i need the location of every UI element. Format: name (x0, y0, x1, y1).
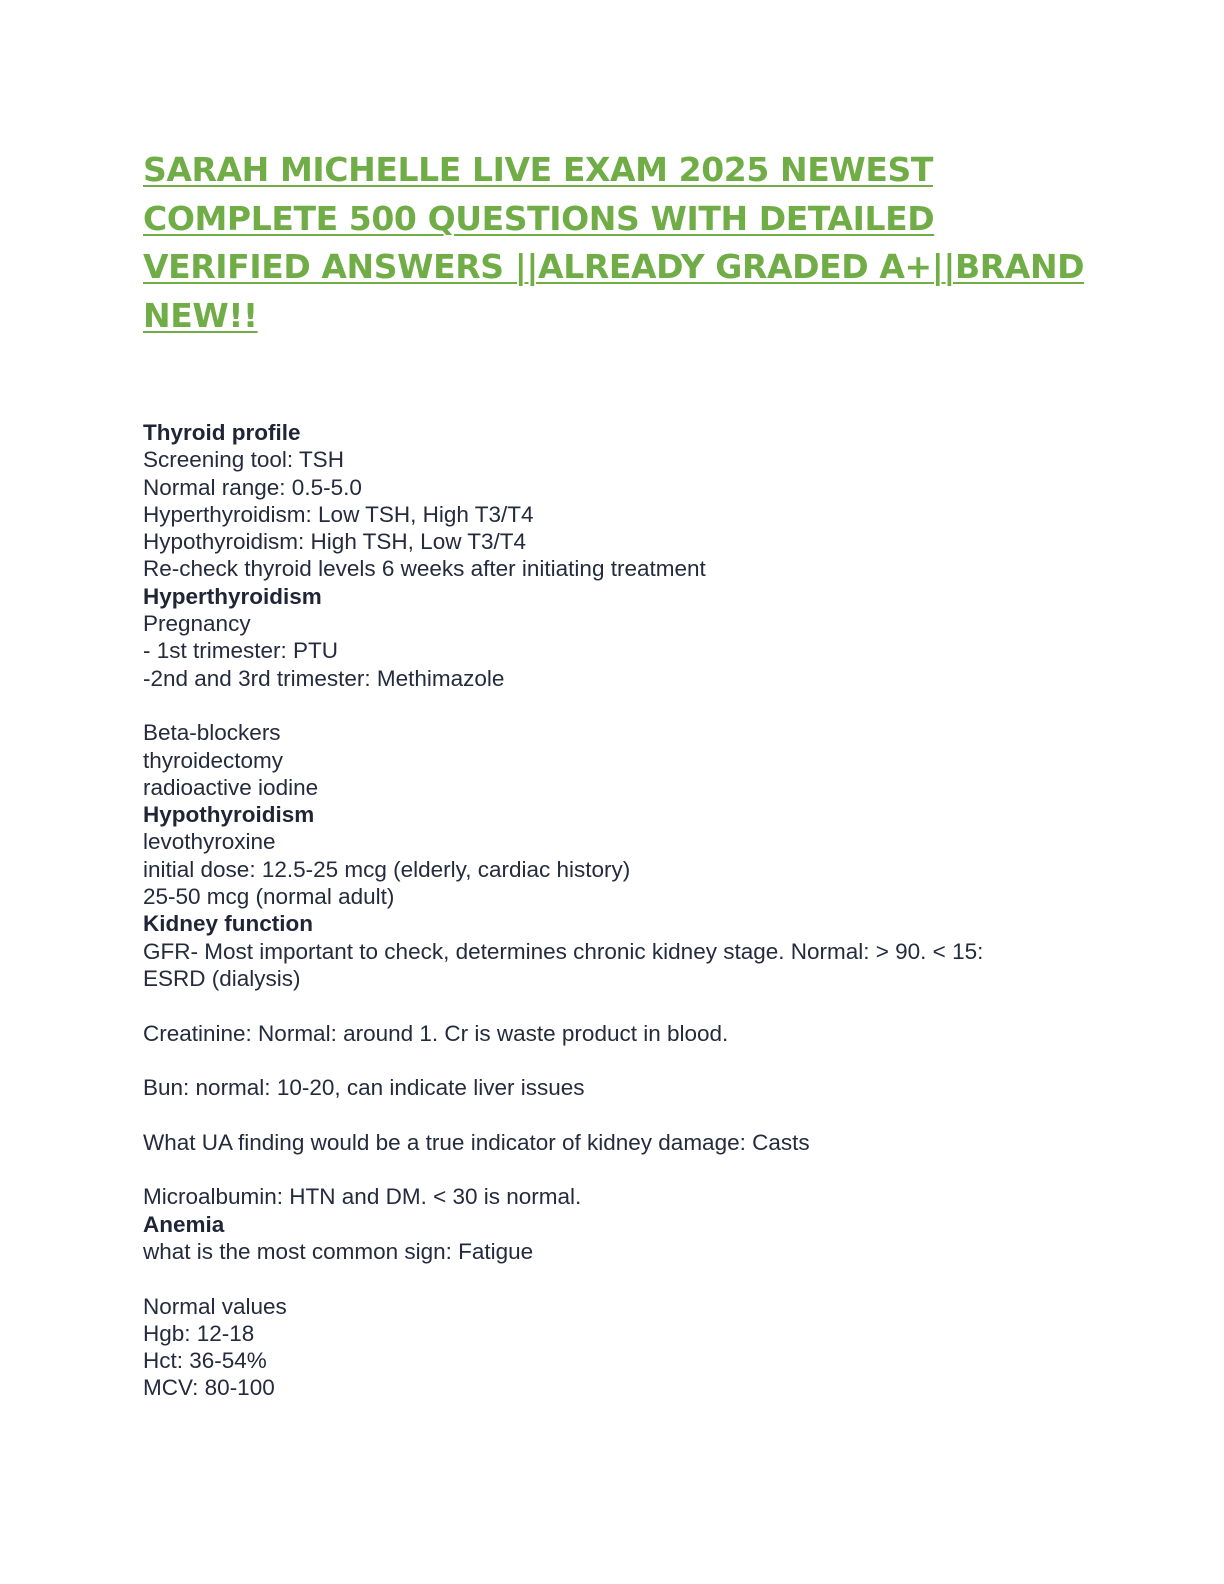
text-line: Re-check thyroid levels 6 weeks after initiating treatment (143, 556, 706, 582)
text-line: Beta-blockers (143, 720, 281, 746)
text-line: initial dose: 12.5-25 mcg (elderly, cardiac history) (143, 856, 631, 882)
text-line: what is the most common sign: Fatigue (143, 1238, 534, 1264)
text-line: Screening tool: TSH (143, 447, 344, 473)
text-line: Hct: 36-54% (143, 1348, 267, 1374)
document-title (143, 146, 1103, 340)
text-line: ESRD (dialysis) (143, 965, 301, 991)
blank-line (143, 992, 1103, 1019)
text-line: MCV: 80-100 (143, 1375, 275, 1401)
blank-line (143, 1101, 1103, 1128)
document-body (143, 419, 1103, 1402)
text-line: What UA finding would be a true indicator of kidney damage: Casts (143, 1129, 810, 1155)
title-line: VERIFIED ANSWERS ||ALREADY GRADED A+||BRAND (143, 247, 1085, 286)
blank-line (143, 1047, 1103, 1074)
section-heading-kidney-function: Kidney function (143, 911, 313, 937)
text-line: - 1st trimester: PTU (143, 638, 339, 664)
text-line: Normal values (143, 1293, 287, 1319)
text-line: levothyroxine (143, 829, 276, 855)
text-line: Hyperthyroidism: Low TSH, High T3/T4 (143, 501, 534, 527)
text-line: Hgb: 12-18 (143, 1320, 255, 1346)
text-line: -2nd and 3rd trimester: Methimazole (143, 665, 505, 691)
text-line: GFR- Most important to check, determines chronic kidney stage. Normal: > 90. < 15: (143, 938, 984, 964)
text-line: thyroidectomy (143, 747, 284, 773)
section-heading-thyroid-profile: Thyroid profile (143, 420, 301, 445)
blank-line (143, 1156, 1103, 1183)
text-line: Hypothyroidism: High TSH, Low T3/T4 (143, 529, 527, 555)
section-heading-anemia: Anemia (143, 1211, 225, 1237)
title-line: COMPLETE 500 QUESTIONS WITH DETAILED (143, 198, 935, 238)
text-line: Microalbumin: HTN and DM. < 30 is normal. (143, 1184, 582, 1210)
text-line: Pregnancy (143, 611, 251, 637)
title-line: NEW!! (143, 295, 258, 335)
text-line: radioactive iodine (143, 774, 319, 800)
title-line: SARAH MICHELLE LIVE EXAM 2025 NEWEST (143, 150, 933, 189)
section-heading-hyperthyroidism: Hyperthyroidism (143, 583, 322, 609)
section-heading-hypothyroidism: Hypothyroidism (143, 802, 315, 828)
blank-line (143, 1265, 1103, 1292)
blank-line (143, 692, 1103, 719)
text-line: Normal range: 0.5-5.0 (143, 474, 362, 500)
text-line: Bun: normal: 10-20, can indicate liver issues (143, 1075, 585, 1101)
text-line: 25-50 mcg (normal adult) (143, 884, 395, 910)
text-line: Creatinine: Normal: around 1. Cr is waste product in blood. (143, 1020, 729, 1046)
